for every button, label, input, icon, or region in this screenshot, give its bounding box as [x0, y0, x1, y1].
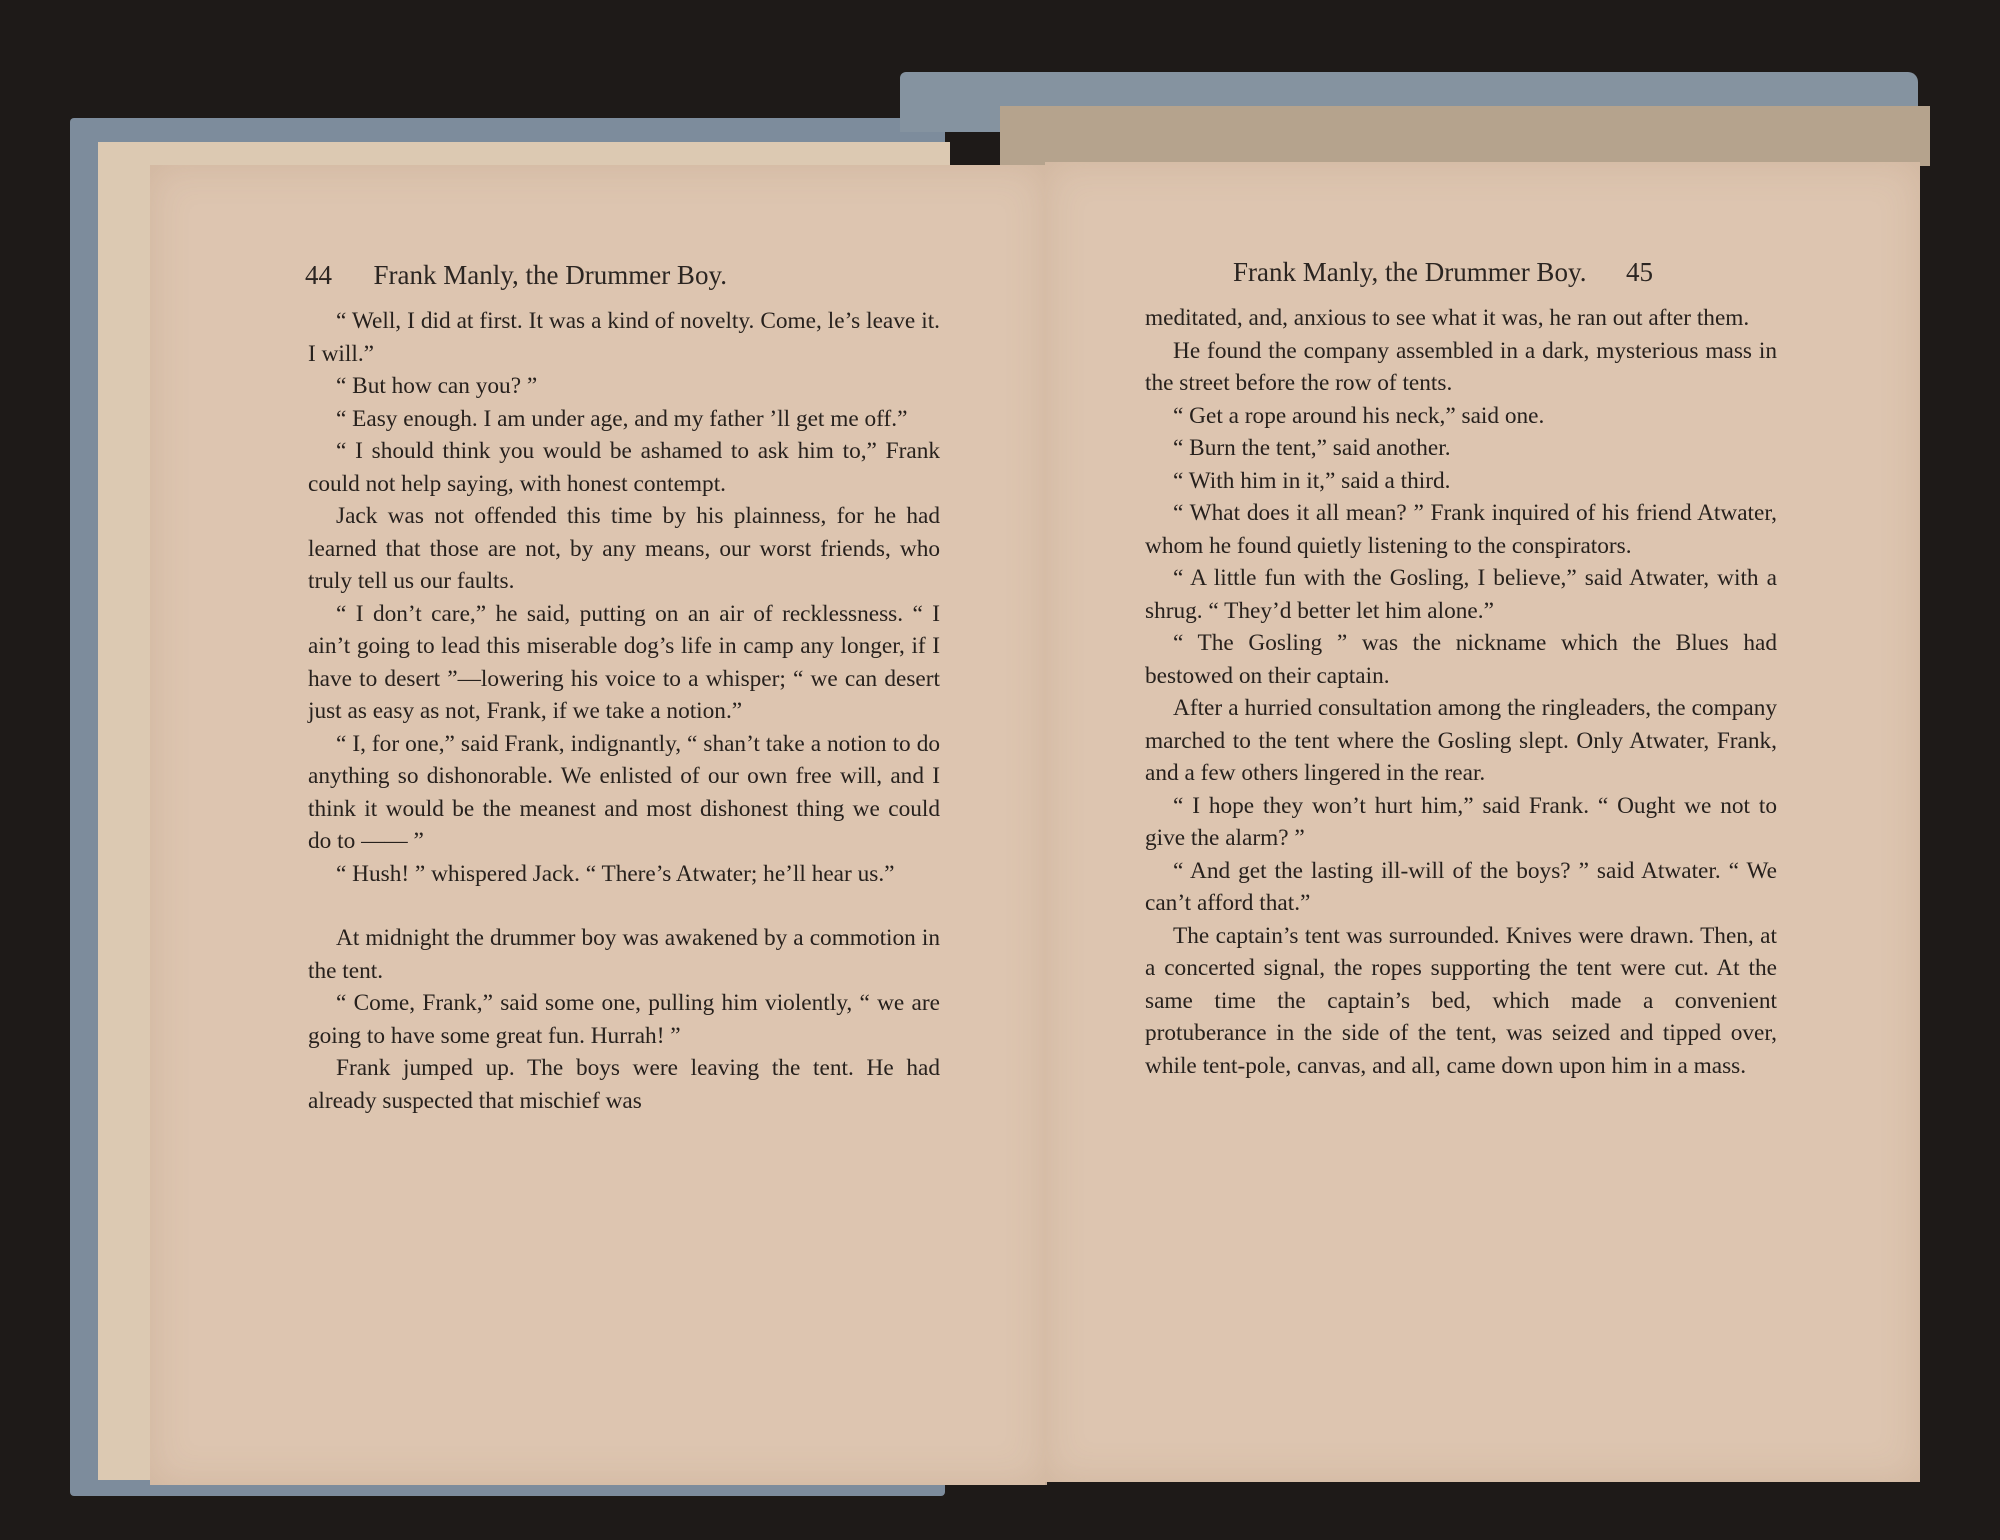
paragraph: meditated, and, anxious to see what it was, he ran out after them. — [1145, 305, 1750, 331]
paragraph: “ I, for one,” said Frank, indignantly, “ shan’t take a notion to do anything so dishonorable. We enlisted of our own free will, and I think it would be the meanest and most dishonest thing we could do to —— ” — [308, 730, 940, 854]
right-running-header — [1233, 257, 1653, 288]
paragraph: “ Hush! ” whispered Jack. “ There’s Atwater; he’ll hear us.” — [336, 860, 895, 887]
paragraph: At midnight the drummer boy was awakened by a commotion in the tent. — [308, 925, 940, 984]
running-head-left: Frank Manly, the Drummer Boy. — [373, 260, 727, 290]
paragraph: The captain’s tent was surrounded. Knives were drawn. Then, at a concerted signal, the ropes supporting the tent were cut. At the same time the captain’s bed, which made a convenient protuberance in the side of the tent, was seized and tipped over, while tent-pole, canvas, and all, came down upon him in a mass. — [1145, 922, 1777, 1079]
paragraph: “ I should think you would be ashamed to ask him to,” Frank could not help saying, with honest contempt. — [308, 438, 940, 497]
paragraph: “ Easy enough. I am under age, and my father ’ll get me off.” — [336, 405, 908, 432]
paragraph: Jack was not offended this time by his plainness, for he had learned that those are not, by any means, our worst friends, who truly tell us our faults. — [308, 503, 940, 594]
paragraph: He found the company assembled in a dark, mysterious mass in the street before the row of tents. — [1145, 337, 1777, 396]
left-page — [150, 165, 1047, 1485]
paragraph: “ And get the lasting ill-will of the boys? ” said Atwater. “ We can’t afford that.” — [1145, 857, 1777, 916]
page-number-right: 45 — [1625, 257, 1653, 287]
paragraph: After a hurried consultation among the ringleaders, the company marched to the tent where the Gosling slept. Only Atwater, Frank, and a few others lingered in the rear. — [1145, 695, 1777, 786]
paragraph: “ I hope they won’t hurt him,” said Frank. “ Ought we not to give the alarm? ” — [1145, 792, 1777, 851]
page-edges-right — [1000, 106, 1930, 166]
paragraph: “ But how can you? ” — [336, 373, 538, 399]
right-body-text — [1145, 302, 1777, 1082]
section-break — [308, 890, 940, 922]
left-running-header — [305, 260, 727, 291]
right-page — [1045, 162, 1920, 1482]
paragraph: “ Well, I did at first. It was a kind of novelty. Come, le’s leave it. I will.” — [308, 308, 940, 367]
running-head-right: Frank Manly, the Drummer Boy. — [1233, 257, 1587, 287]
left-body-text — [308, 305, 940, 1117]
paragraph: “ With him in it,” said a third. — [1173, 467, 1451, 494]
paragraph: “ What does it all mean? ” Frank inquired of his friend Atwater, whom he found quietly listening to the conspirators. — [1145, 500, 1777, 559]
paragraph: “ Come, Frank,” said some one, pulling him violently, “ we are going to have some great fun. Hurrah! ” — [308, 990, 940, 1049]
paragraph: “ Get a rope around his neck,” said one. — [1173, 402, 1545, 429]
page-number-left: 44 — [305, 260, 332, 290]
paragraph: “ Burn the tent,” said another. — [1173, 435, 1451, 461]
paragraph: “ I don’t care,” he said, putting on an air of recklessness. “ I ain’t going to lead this miserable dog’s life in camp any longer, if I have to desert ”—lowering his voice to a whisper; “ we can desert just as easy as not, Frank, if we take a notion.” — [308, 600, 940, 724]
paragraph: “ A little fun with the Gosling, I believe,” said Atwater, with a shrug. “ They’d better let him alone.” — [1145, 565, 1777, 624]
paragraph: “ The Gosling ” was the nickname which the Blues had bestowed on their captain. — [1145, 630, 1777, 689]
paragraph: Frank jumped up. The boys were leaving the tent. He had already suspected that mischief was — [308, 1055, 940, 1114]
